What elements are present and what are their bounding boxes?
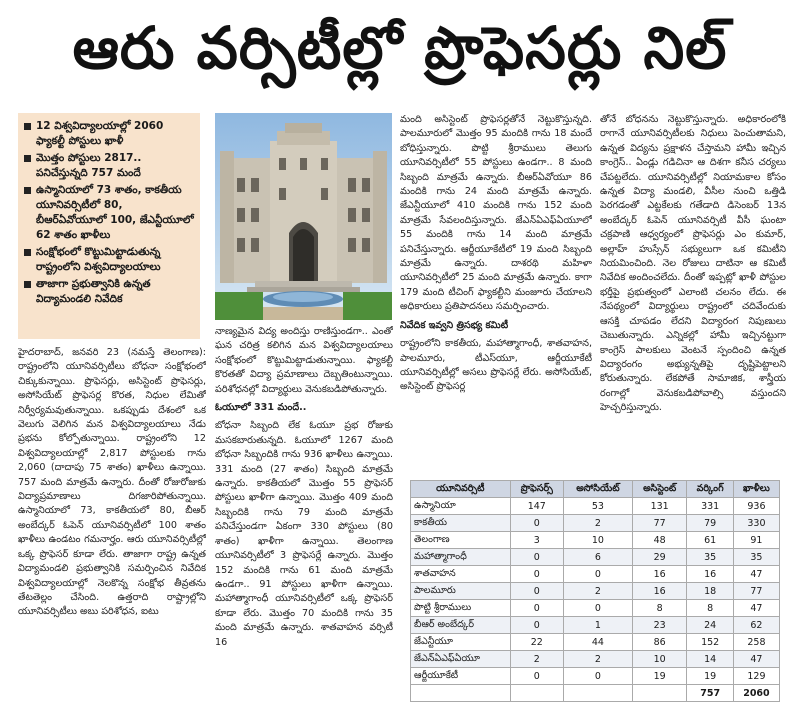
count-cell: 47 — [733, 600, 779, 617]
count-cell: 0 — [564, 566, 633, 583]
count-cell: 129 — [733, 668, 779, 685]
count-cell: 3 — [510, 532, 563, 549]
university-name-cell: ఉస్మానియా — [411, 498, 511, 515]
count-cell: 8 — [687, 600, 733, 617]
article-column-3 — [400, 113, 592, 473]
highlight-item — [24, 119, 194, 149]
count-cell: 147 — [510, 498, 563, 515]
table-row — [411, 600, 780, 617]
university-name-cell: పొట్టి శ్రీరాములు — [411, 600, 511, 617]
count-cell: 61 — [687, 532, 733, 549]
count-cell: 48 — [632, 532, 687, 549]
university-name-cell: జేఎన్టీయూ — [411, 634, 511, 651]
column-header: అసిస్టెంట్ — [632, 481, 687, 498]
highlight-text: మొత్తం పోస్టులు 2817.. పనిచేస్తున్నది 757 మందే — [36, 152, 142, 179]
total-cell: 2060 — [733, 685, 779, 702]
count-cell: 29 — [632, 549, 687, 566]
article-paragraph: హైదరాబాద్, జనవరి 23 (నమస్తే తెలంగాణ): రాష్ట్రంలోని యూనివర్సిటీలు బోధనా సంక్షోభంలో చిక్కుకున్నాయి. ప్రొఫెసర్లు, అసిస్టెంట్ ప్రొఫెసర్లు, అసోసియేట్ ప్రొఫెసర్ల కొరత, నిధుల లేమితో నిర్వీర్యమవుతున్నాయి. ఒకప్పుడు దేశంలో ఒక వెలుగు వెలిగిన మన విశ్వవిద్యాలయాలు నేడు ప్రభను కోల్పోతున్నాయి. రాష్ట్రంలోని 12 విశ్వవిద్యాలయాల్లో 2,817 పోస్టులకు గాను 2,060 (దాదాపు 75 శాతం) ఖాళీలు ఉన్నాయి. 757 మంది మాత్రమే ఉన్నారు. దీంతో రోజురోజుకు విద్యాప్రమాణాలు దిగజారిపోతున్నాయి. ఉస్మానియాలో 73, కాకతీయలో 80, బీఆర్ అంబేద్కర్ ఓపెన్ యూనివర్సిటీలో 100 శాతం ఖాళీలు ఉండటం గమనార్హం. ఆరు యూనివర్సిటీల్లో ఒక్క ప్రొఫెసర్ కూడా లేరు. తాజాగా రాష్ట్ర ఉన్నత విద్యామండలి ప్రభుత్వానికి సమర్పించిన నివేదిక విశ్వవిద్యాలయాల్లో నెలకొన్న సంక్షోభ తీవ్రతను తేటతెల్లం చేసింది. ఉత్తరాది రాష్ట్రాల్లోని యూనివర్సిటీలు అబు పరిశోధన, ఐటు — [18, 347, 206, 618]
count-cell: 62 — [733, 617, 779, 634]
count-cell: 35 — [733, 549, 779, 566]
table-row — [411, 566, 780, 583]
subheading-ou: ఓయూలో 331 మందే.. — [215, 402, 307, 414]
count-cell: 19 — [687, 668, 733, 685]
total-cell — [411, 685, 511, 702]
count-cell: 8 — [632, 600, 687, 617]
count-cell: 1 — [564, 617, 633, 634]
table-row — [411, 583, 780, 600]
square-bullet-icon — [24, 281, 31, 288]
table-header-row — [411, 481, 780, 498]
square-bullet-icon — [24, 249, 31, 256]
highlight-item — [24, 277, 194, 307]
table-row — [411, 498, 780, 515]
square-bullet-icon — [24, 187, 31, 194]
count-cell: 86 — [632, 634, 687, 651]
count-cell: 24 — [687, 617, 733, 634]
vacancy-table — [410, 480, 780, 702]
count-cell: 19 — [632, 668, 687, 685]
count-cell: 2 — [510, 651, 563, 668]
count-cell: 330 — [733, 515, 779, 532]
count-cell: 0 — [510, 668, 563, 685]
article-paragraph: మంది అసిస్టెంట్ ప్రొఫెసర్లతోనే నెట్టుకొస్తున్నది. పాలమూరులో మొత్తం 95 మందికి గాను 18 మందే బోధిస్తున్నారు. పొట్టి శ్రీరాములు తెలుగు యూనివర్సిటీలో 55 పోస్టులు ఉండగా.. 8 మంది సిబ్బంది మాత్రమే ఉన్నారు. బీఆర్ఏవోయూ 86 మందికి గాను 24 మంది మాత్రమే ఉన్నారు. జేఎన్టీయూలో 410 మందికి గాను 152 మంది మాత్రమే సేవలందిస్తున్నారు. జేఎన్ఏఎఫ్ఏయూలో 55 మందికి గాను 14 మంది మాత్రమే పనిచేస్తున్నారు. ఆర్జీయూకేటీలో 19 మంది సిబ్బంది మాత్రమే ఉన్నారు. దాశరథి మహిళా యూనివర్సిటీలో 25 మంది మాత్రమే ఉన్నారు. కాగా 179 మంది టీచింగ్ ఫ్యాకల్టీని మంజూరు చేయాలని అధికారులు ప్రతిపాదనలు సమర్పించారు. — [400, 114, 592, 313]
total-cell — [632, 685, 687, 702]
headline: ఆరు వర్సిటీల్లో ప్రొఫెసర్లు నిల్ — [72, 13, 728, 82]
count-cell: 258 — [733, 634, 779, 651]
university-name-cell: కాకతీయ — [411, 515, 511, 532]
university-building-photo — [215, 113, 392, 320]
count-cell: 0 — [510, 600, 563, 617]
article-paragraph: రాష్ట్రంలోని కాకతీయ, మహాత్మాగాంధీ, శాతవాహన, పాలమూరు, టీఎస్‌యూ, ఆర్జీయూకేటీ యూనివర్సిటీల్లో అసలు ప్రొఫెసర్లే లేరు. అసోసియేట్, అసిస్టెంట్ ప్రొఫెసర్ల — [400, 338, 592, 393]
article-column-4 — [600, 113, 786, 473]
count-cell: 0 — [510, 566, 563, 583]
count-cell: 2 — [564, 651, 633, 668]
count-cell: 16 — [632, 583, 687, 600]
table-row — [411, 634, 780, 651]
column-header: అసోసియేట్ — [564, 481, 633, 498]
count-cell: 79 — [687, 515, 733, 532]
count-cell: 131 — [632, 498, 687, 515]
count-cell: 331 — [687, 498, 733, 515]
count-cell: 0 — [564, 600, 633, 617]
article-paragraph: బోధనా సిబ్బంది లేక ఓయూ ప్రభ రోజుకు మసకబారుతున్నది. ఓయూలో 1267 మంది బోధనా సిబ్బందికి గాను 936 ఖాళీలు ఉన్నాయి. 331 మంది (27 శాతం) సిబ్బంది మాత్రమే ఉన్నారు. కాకతీయలో మొత్తం 55 ప్రొఫెసర్ పోస్టులు ఖాళీగా ఉన్నాయి. మొత్తం 409 మంది సిబ్బందికి గాను 79 మంది మాత్రమే పనిచేస్తుండగా ఏకంగా 330 పోస్టులు (80 శాతం) ఖాళీగా ఉన్నాయి. తెలంగాణ యూనివర్సిటీలో 3 ప్రొఫెసర్లే ఉన్నారు. మొత్తం 152 మందికి గాను 61 మంది మాత్రమే ఉండగా.. 91 పోస్టులు ఖాళీగా ఉన్నాయి. మహాత్మాగాంధీ యూనివర్సిటీలో ఒక్క ప్రొఫెసర్ కూడా లేరు. మొత్తం 70 మందికి గాను 35 మంది మాత్రమే ఉన్నారు. శాతవాహన వర్సిటీ 16 — [215, 420, 393, 648]
highlights-box — [18, 113, 200, 339]
count-cell: 18 — [687, 583, 733, 600]
count-cell: 47 — [733, 651, 779, 668]
subheading-committee: నివేదిక ఇవ్వని త్రిసభ్య కమిటీ — [400, 319, 509, 331]
count-cell: 152 — [687, 634, 733, 651]
highlight-item — [24, 245, 194, 275]
highlight-item — [24, 183, 194, 243]
highlight-text: సంక్షోభంలో కొట్టుమిట్టాడుతున్న రాష్ట్రంలోని విశ్వవిద్యాలయాలు — [36, 246, 161, 273]
count-cell: 10 — [632, 651, 687, 668]
count-cell: 23 — [632, 617, 687, 634]
total-cell — [564, 685, 633, 702]
count-cell: 936 — [733, 498, 779, 515]
count-cell: 22 — [510, 634, 563, 651]
count-cell: 0 — [510, 583, 563, 600]
total-cell — [510, 685, 563, 702]
count-cell: 44 — [564, 634, 633, 651]
university-name-cell: శాతవాహన — [411, 566, 511, 583]
table-total-row — [411, 685, 780, 702]
count-cell: 0 — [510, 549, 563, 566]
university-name-cell: మహాత్మాగాంధీ — [411, 549, 511, 566]
count-cell: 0 — [564, 668, 633, 685]
table-row — [411, 617, 780, 634]
total-cell: 757 — [687, 685, 733, 702]
column-header: వర్కింగ్ — [687, 481, 733, 498]
count-cell: 47 — [733, 566, 779, 583]
count-cell: 0 — [510, 515, 563, 532]
table-row — [411, 515, 780, 532]
count-cell: 16 — [687, 566, 733, 583]
count-cell: 10 — [564, 532, 633, 549]
count-cell: 53 — [564, 498, 633, 515]
count-cell: 2 — [564, 583, 633, 600]
table-row — [411, 549, 780, 566]
column-header: యూనివర్సిటీ — [411, 481, 511, 498]
vacancy-table-wrapper — [410, 480, 780, 702]
table-row — [411, 532, 780, 549]
university-name-cell: బీఆర్ అంబేద్కర్ — [411, 617, 511, 634]
count-cell: 35 — [687, 549, 733, 566]
count-cell: 14 — [687, 651, 733, 668]
count-cell: 0 — [510, 617, 563, 634]
table-row — [411, 651, 780, 668]
university-name-cell: పాలమూరు — [411, 583, 511, 600]
highlight-text: తాజాగా ప్రభుత్వానికి ఉన్నత విద్యామండలి నివేదిక — [36, 278, 151, 305]
count-cell: 6 — [564, 549, 633, 566]
square-bullet-icon — [24, 123, 31, 130]
highlight-text: ఉస్మానియాలో 73 శాతం, కాకతీయ యూనివర్సిటీలో 80, బీఆర్ఏవోయూలో 100, జేఎన్టీయూలో 62 శాతం ఖాళీలు — [36, 184, 194, 241]
highlight-item — [24, 151, 194, 181]
university-name-cell: తెలంగాణ — [411, 532, 511, 549]
count-cell: 16 — [632, 566, 687, 583]
university-name-cell: ఆర్జీయూకేటీ — [411, 668, 511, 685]
count-cell: 2 — [564, 515, 633, 532]
article-paragraph: నాణ్యమైన విద్య అందిస్తు రాణిస్తుండగా.. ఎంతో ఘన చరిత్ర కలిగిన మన విశ్వవిద్యాలయాలు సంక్షోభంలో కొట్టుమిట్టాడుతున్నాయి. ఫ్యాకల్టీ కొరతతో విద్యా ప్రమాణాలు దెబ్బతింటున్నాయి. పరిశోధనల్లో విద్యార్థులు వెనుకబడిపోతున్నారు. — [215, 326, 393, 395]
article-paragraph: తోనే బోధనను నెట్టుకొస్తున్నారు. అధికారంలోకి రాగానే యూనివర్సిటీలకు నిధులు పెంచుతామని, ఉన్నత విద్యను ప్రక్షాళన చేస్తామని హామీ ఇచ్చిన కాంగ్రెస్.. ఏండ్లు గడిచినా ఆ దిశగా కనీస చర్యలు చేపట్టలేదు. యూనివర్సిటీల్లో నియామకాల కోసం ఉన్నత విద్యా మండలి, వీసీల నుంచి ఒత్తిడి పెరగడంతో ఎట్టకేలకు గతేడాది డిసెంబర్ 13న అంబేద్కర్ ఓపెన్ యూనివర్సిటీ వీసీ ఘంటా చక్రపాణి ఆధ్వర్యంలో ప్రొఫెసర్లు ఎం కుమార్, అల్లాహ్ హుస్సేన్ సభ్యులుగా ఒక కమిటీని నియమించింది. నెల రోజులు దాటినా ఆ కమిటీ నివేదిక అందించలేదు. దీంతో ఇప్పట్లో ఖాళీ పోస్టుల భర్తీపై ప్రభుత్వంలో ఎలాంటి చలనం లేదు. ఈ నేపథ్యంలో విద్యార్థులు రాష్ట్రంలో చదివేందుకు ఆసక్తి చూపడం లేదని విద్యారంగ నిపుణులు చెబుతున్నారు. ఎన్నికల్లో హామీ ఇచ్చినట్టుగా కాంగ్రెస్ పాలకులు వెంటనే స్పందించి ఉన్నత విద్యారంగం అభ్యున్నతిపై దృష్టిపెట్టాలని కోరుతున్నారు. లేకపోతే సామాజిక, శాస్త్రీయ రంగాల్లో వెనుకబడిపోవాల్సి వస్తుందని హెచ్చరిస్తున్నారు. — [600, 114, 786, 414]
count-cell: 91 — [733, 532, 779, 549]
article-column-2 — [215, 325, 393, 718]
count-cell: 77 — [733, 583, 779, 600]
article-column-1 — [18, 346, 206, 718]
university-name-cell: జేఎన్ఏఎఫ్ఏయూ — [411, 651, 511, 668]
table-row — [411, 668, 780, 685]
count-cell: 77 — [632, 515, 687, 532]
highlight-text: 12 విశ్వవిద్యాలయాల్లో 2060 ఫ్యాకల్టీ పోస్టులు ఖాళీ — [36, 120, 164, 147]
column-header: ప్రొఫెసర్స్ — [510, 481, 563, 498]
square-bullet-icon — [24, 155, 31, 162]
column-header: ఖాళీలు — [733, 481, 779, 498]
